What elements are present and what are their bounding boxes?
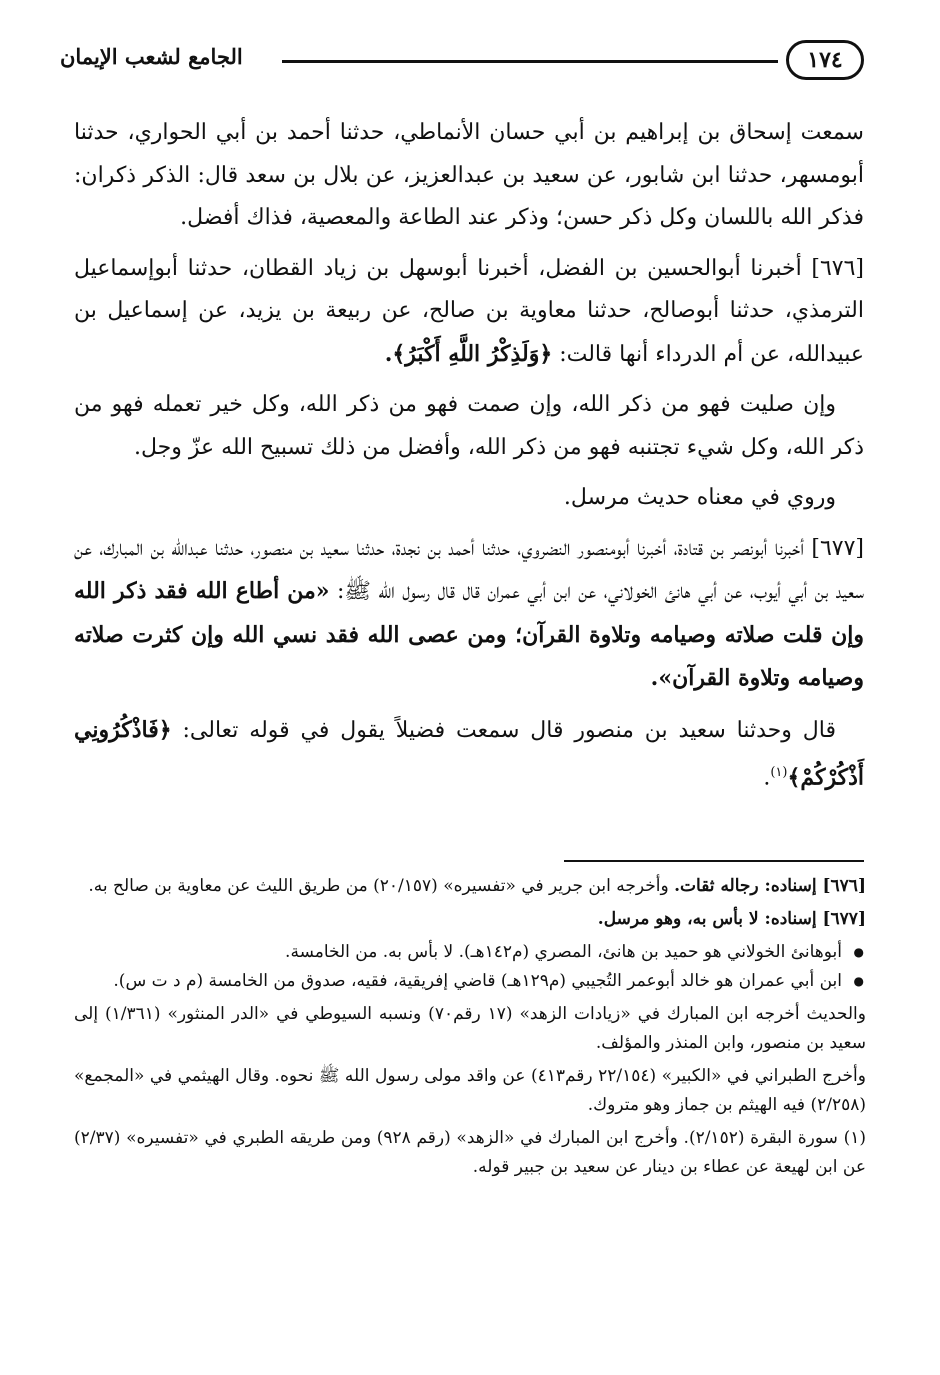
header-rule [282,60,778,63]
footnotes [74,872,866,1186]
note-676 [74,872,866,901]
note-677-list [74,938,866,996]
quran-verse: ﴿فَاذْكُرُونِي أَذْكُرْكُمْ﴾ [74,716,864,791]
hadith-text: أخبرنا أبونصر بن قتادة، أخبرنا أبومنصور النضروي، حدثنا أحمد بن نجدة، حدثنا سعيد بن منصور، حدثنا عبدالله بن المبارك، عن سعيد بن أبي أيوب، عن أبي هانئ الخولاني، عن ابن أبي عمران قال قال رسول الله ﷺ: [74,535,864,604]
hadith-number: [٦٧٦] [811,255,865,281]
hadith-matn: «من أطاع الله فقد ذكر الله وإن قلت صلاته وصيامه وتلاوة القرآن؛ ومن عصى الله فقد نسي الله وإن كثرت صلاته وصيامه وتلاوة القرآن». [74,578,864,691]
hadith-677 [74,528,864,701]
quran-verse: ﴿وَلَذِكْرُ اللَّهِ أَكْبَرُ﴾. [384,340,553,367]
paragraph-intro: سمعت إسحاق بن إبراهيم بن أبي حسان الأنماطي، حدثنا أحمد بن أبي الحواري، حدثنا أبومسهر، حدثنا ابن شابور، عن سعيد بن عبدالعزيز، عن بلال بن سعد قال: الذكر ذكران: فذكر الله باللسان وكل ذكر حسن؛ وذكر عند الطاعة والمعصية، فذاك أفضل. [74,120,864,230]
footnote-divider [564,860,864,862]
paragraph-dhikr: وإن صليت فهو من ذكر الله، وإن صمت فهو من ذكر الله، وكل خير تعمله فهو من ذكر الله، وكل شيء تجتنبه فهو من ذكر الله، وأفضل من ذلك تسبيح الله عزّ وجل. [74,392,864,460]
paragraph-fudayl [74,709,864,800]
note-label: [٦٧٦] إسناده: رجاله ثقات. [674,876,866,896]
hadith-number: [٦٧٧] [811,535,864,561]
book-title: الجامع لشعب الإيمان [60,44,243,69]
paragraph-end: . [763,765,771,791]
footnote-1: (١) سورة البقرة (٢/١٥٢). وأخرج ابن المبارك في «الزهد» (رقم ٩٢٨) ومن طريقه الطبري في «تفسيره» (٢/٣٧) عن ابن لهيعة عن عطاء بن دينار عن سعيد بن جبير قوله. [74,1128,866,1177]
list-item: ● أبوهانئ الخولاني هو حميد بن هانئ، المصري (م١٤٢هـ). لا بأس به. من الخامسة. [74,938,846,967]
page-number: ١٧٤ [786,40,864,80]
note-paragraph: والحديث أخرجه ابن المبارك في «زيادات الزهد» (١٧ رقم٧٠) ونسبه السيوطي في «الدر المنثور» (١/٣٦١) إلى سعيد بن منصور، وابن المنذر والمؤلف. [74,1004,866,1053]
hadith-676 [74,248,864,377]
footnote-ref: (١) [770,765,788,780]
paragraph-text: قال وحدثنا سعيد بن منصور قال سمعت فضيلاً يقول في قوله تعالى: [182,717,836,743]
list-item: ● ابن أبي عمران هو خالد أبوعمر التُجيبي (م١٢٩هـ) قاضي إفريقية، فقيه، صدوق من الخامسة (م د ت س). [74,967,846,996]
page-header [60,36,864,88]
paragraph-mursal: وروي في معناه حديث مرسل. [563,485,836,510]
main-text [74,112,864,808]
note-paragraph: وأخرج الطبراني في «الكبير» (٢٢/١٥٤ رقم٤١٣) عن واقد مولى رسول الله ﷺ نحوه. وقال الهيثمي في «المجمع» (٢/٢٥٨) فيه الهيثم بن جماز وهو متروك. [74,1066,866,1115]
note-text: وأخرجه ابن جرير في «تفسيره» (٢٠/١٥٧) من طريق الليث عن معاوية بن صالح به. [88,876,669,896]
note-677-label: [٦٧٧] إسناده: لا بأس به، وهو مرسل. [597,909,866,929]
hadith-text: أخبرنا أبوالحسين بن الفضل، أخبرنا أبوسهل بن زياد القطان، حدثنا أبوإسماعيل الترمذي، حدثنا أبوصالح، حدثنا معاوية بن صالح، عن ربيعة بن يزيد، عن إسماعيل بن عبيدالله، عن أم الدرداء أنها قالت: [74,255,864,367]
